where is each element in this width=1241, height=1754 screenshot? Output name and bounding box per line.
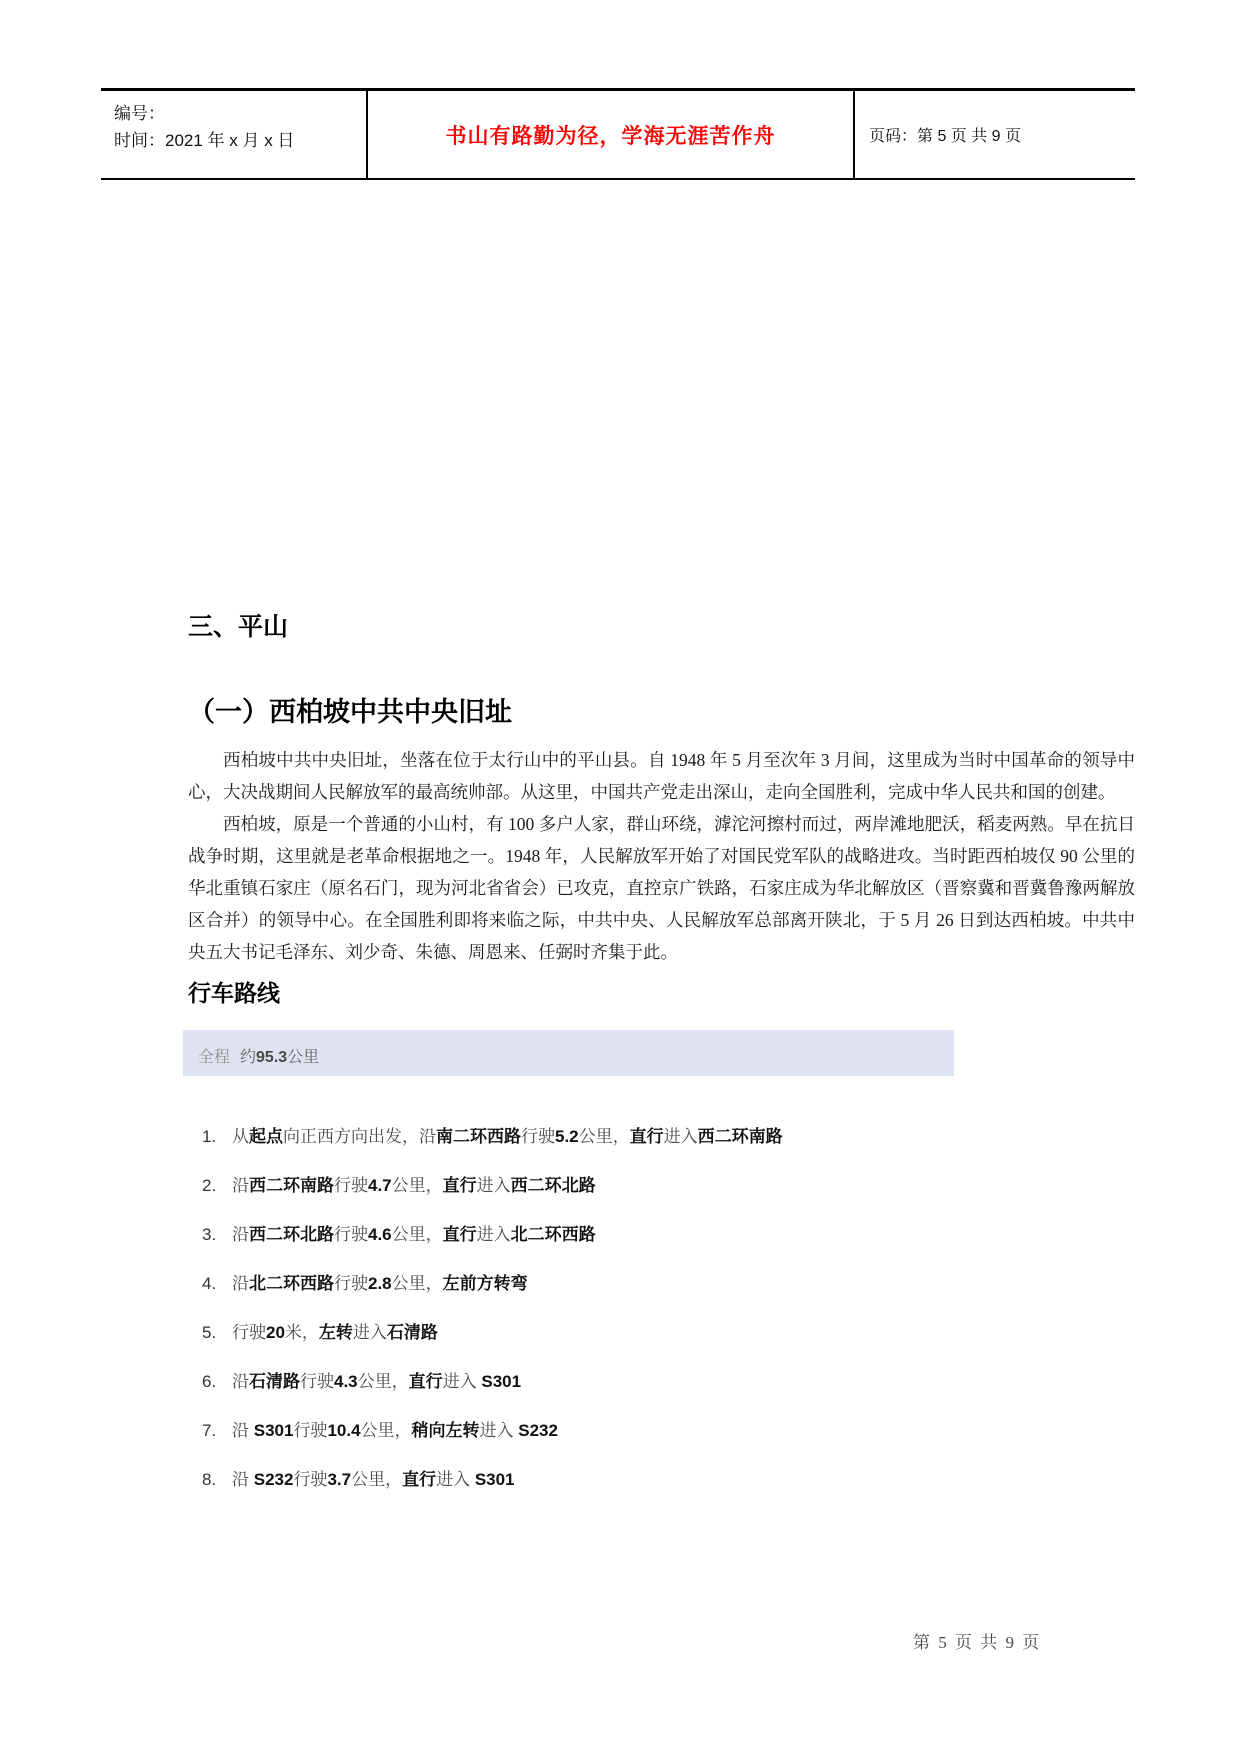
route-step-number: 6. [202,1372,217,1391]
route-heading: 行车路线 [188,980,280,1006]
document-body [188,612,1135,1518]
route-step-text: 沿北二环西路行驶2.8公里，左前方转弯 [232,1274,528,1293]
route-step-number: 4. [202,1274,217,1293]
doc-time-label: 时间：2021 年 x 月 x 日 [114,131,295,150]
route-step [188,1371,1135,1393]
route-step [188,1175,1135,1197]
route-step-text: 沿 S232行驶3.7公里，直行进入 S301 [232,1470,515,1489]
route-step-text: 从起点向正西方向出发，沿南二环西路行驶5.2公里，直行进入西二环南路 [232,1127,783,1146]
route-step [188,1126,1135,1148]
page-header-table [101,88,1135,180]
route-step-number: 2. [202,1176,217,1195]
route-step [188,1273,1135,1295]
section-title: 三、平山 [188,614,289,641]
route-summary-bar [183,1030,954,1076]
route-step [188,1469,1135,1491]
doc-number-label: 编号： [114,104,165,123]
route-step-text: 沿石清路行驶4.3公里，直行进入 S301 [232,1372,522,1391]
route-step [188,1420,1135,1442]
route-steps-list [188,1126,1135,1491]
route-step [188,1224,1135,1246]
route-step-text: 沿西二环北路行驶4.6公里，直行进入北二环西路 [232,1225,596,1244]
route-step-text: 行驶20米，左转进入石清路 [232,1323,438,1342]
paragraph-intro: 西柏坡中共中央旧址，坐落在位于太行山中的平山县。自 1948 年 5 月至次年 3 月间，这里成为当时中国革命的领导中心，大决战期间人民解放军的最高统帅部。从这里，中国共产党走出深山，走向全国胜利，完成中华人民共和国的创建。 [188,750,1135,802]
route-step [188,1322,1135,1344]
route-step-number: 8. [202,1470,217,1489]
header-slogan: 书山有路勤为径，学海无涯苦作舟 [445,124,776,148]
header-page-label: 页码：第 5 页 共 9 页 [869,128,1022,145]
route-step-text: 沿西二环南路行驶4.7公里，直行进入西二环北路 [232,1176,596,1195]
header-cell-page [853,91,1135,178]
page-footer [913,1628,1041,1653]
route-step-text: 沿 S301行驶10.4公里，稍向左转进入 S232 [232,1421,558,1440]
route-step-number: 1. [202,1127,217,1146]
subsection-title: （一）西柏坡中共中央旧址 [188,697,512,727]
header-cell-slogan [366,91,853,178]
route-step-number: 7. [202,1421,217,1440]
route-total-distance: 约95.3公里 [240,1049,320,1066]
footer-page-number: 第 5 页 共 9 页 [913,1633,1042,1652]
paragraph-history: 西柏坡，原是一个普通的小山村，有 100 多户人家，群山环绕，滹沱河擦村而过，两岸滩地肥沃，稻麦两熟。早在抗日战争时期，这里就是老革命根据地之一。1948 年，人民解放军开始了对国民党军队的战略进攻。当时距西柏坡仅 90 公里的华北重镇石家庄（原名石门，现为河北省省会）已攻克，直控京广铁路，石家庄成为华北解放区（晋察冀和晋冀鲁豫两解放区合并）的领导中心。在全国胜利即将来临之际，中共中央、人民解放军总部离开陕北，于 5 月 26 日到达西柏坡。中共中央五大书记毛泽东、刘少奇、朱德、周恩来、任弼时齐集于此。 [188,814,1135,962]
header-cell-meta [101,91,366,178]
route-total-label: 全程 [198,1049,231,1066]
route-step-number: 3. [202,1225,217,1244]
route-step-number: 5. [202,1323,217,1342]
